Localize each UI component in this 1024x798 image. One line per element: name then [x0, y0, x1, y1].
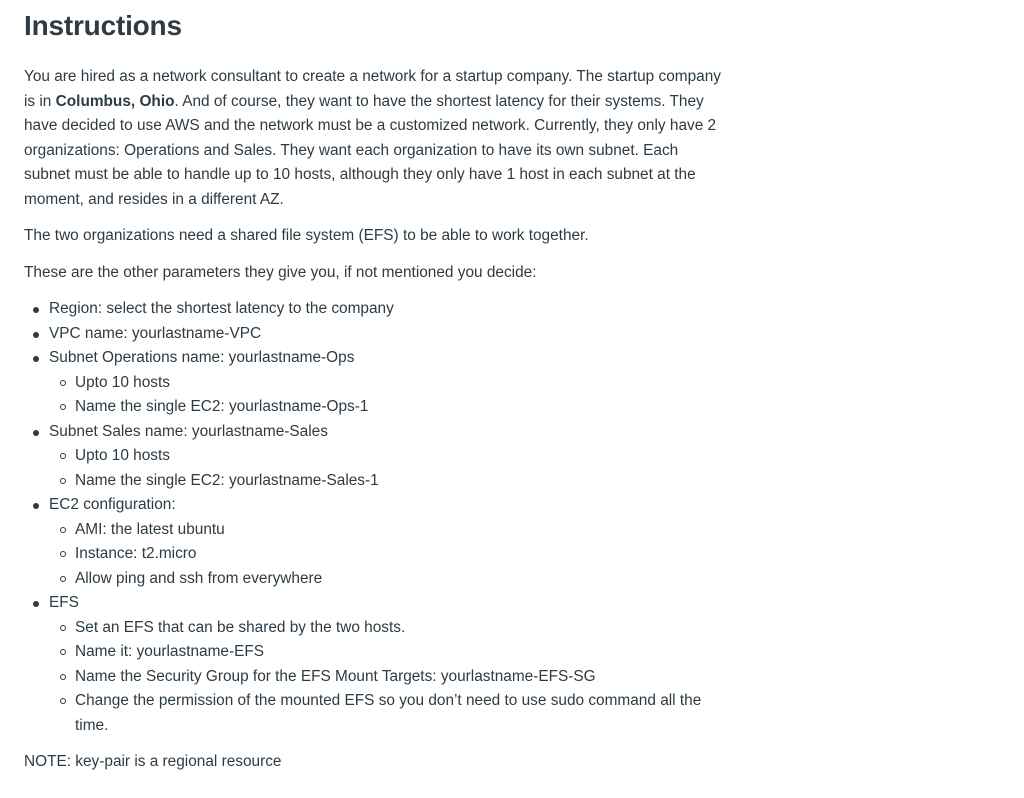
list-item-ec2-config	[49, 493, 724, 591]
circle-bullet-icon	[60, 453, 66, 459]
ops-subnet-text: Subnet Operations name: yourlastname-Ops	[49, 349, 355, 366]
sub-item-text: Upto 10 hosts	[75, 447, 170, 464]
circle-bullet-icon	[60, 674, 66, 680]
circle-bullet-icon	[60, 478, 66, 484]
bullet-icon	[33, 332, 39, 338]
circle-bullet-icon	[60, 404, 66, 410]
ec2-sublist	[49, 518, 724, 592]
sub-list-item	[75, 640, 724, 665]
sub-item-text: Name the single EC2: yourlastname-Ops-1	[75, 398, 369, 415]
bullet-icon	[33, 356, 39, 362]
circle-bullet-icon	[60, 576, 66, 582]
circle-bullet-icon	[60, 380, 66, 386]
sub-list-item	[75, 542, 724, 567]
sub-item-text: Name it: yourlastname-EFS	[75, 643, 265, 660]
ops-sublist	[49, 371, 724, 420]
company-location: Columbus, Ohio	[55, 92, 175, 110]
sub-item-text: Change the permission of the mounted EFS so you don’t need to use sudo command all the time.	[75, 692, 702, 734]
bullet-icon	[33, 601, 39, 607]
ec2-config-text: EC2 configuration:	[49, 496, 176, 513]
vpc-text: VPC name: yourlastname-VPC	[49, 324, 262, 342]
sub-list-item	[75, 395, 724, 420]
sub-list-item	[75, 689, 724, 738]
list-item-region	[49, 297, 724, 322]
efs-text: EFS	[49, 594, 79, 611]
bullet-icon	[33, 503, 39, 509]
list-item-efs	[49, 591, 724, 738]
circle-bullet-icon	[60, 625, 66, 631]
sub-item-text: Upto 10 hosts	[75, 373, 170, 391]
sub-list-item	[75, 665, 724, 690]
circle-bullet-icon	[60, 551, 66, 557]
params-intro: These are the other parameters they give you, if not mentioned you decide:	[24, 263, 537, 281]
list-item-vpc	[49, 322, 724, 347]
sub-item-text: Instance: t2.micro	[75, 545, 197, 562]
sub-list-item	[75, 567, 724, 592]
bullet-icon	[33, 430, 39, 436]
efs-sublist	[49, 616, 724, 739]
list-item-sales-subnet	[49, 420, 724, 494]
page-title: Instructions	[24, 10, 182, 41]
sub-list-item	[75, 371, 724, 396]
efs-paragraph: The two organizations need a shared file system (EFS) to be able to work together.	[24, 227, 589, 244]
sub-item-text: Allow ping and ssh from everywhere	[75, 569, 323, 587]
bullet-icon	[33, 307, 39, 313]
intro-paragraph	[24, 65, 724, 212]
sub-item-text: Name the Security Group for the EFS Mount Targets: yourlastname-EFS-SG	[75, 667, 596, 685]
circle-bullet-icon	[60, 698, 66, 704]
intro-text-2: . And of course, they want to have the shortest latency for their systems. They have decided to use AWS and the network must be a customized network. Currently, they only have 2 organizations: Operations and Sales. They want each organization to have its own subnet. Each subnet must be able to handle up to 10 hosts, although they only have 1 host in each subnet at the moment, and resides in a different AZ.	[24, 92, 717, 208]
sub-list-item	[75, 616, 724, 641]
note-text: NOTE: key-pair is a regional resource	[24, 753, 282, 770]
sub-item-text: AMI: the latest ubuntu	[75, 520, 225, 538]
region-text: Region: select the shortest latency to the company	[49, 300, 394, 317]
circle-bullet-icon	[60, 649, 66, 655]
list-item-ops-subnet	[49, 346, 724, 420]
sales-sublist	[49, 444, 724, 493]
sub-list-item	[75, 518, 724, 543]
sub-item-text: Set an EFS that can be shared by the two hosts.	[75, 618, 406, 636]
sales-subnet-text: Subnet Sales name: yourlastname-Sales	[49, 422, 328, 440]
intro-text-1: You are hired as a network consultant to create a network for a startup company. The startup company is in	[24, 68, 721, 110]
sub-list-item	[75, 469, 724, 494]
parameters-list	[24, 297, 724, 738]
sub-list-item	[75, 444, 724, 469]
circle-bullet-icon	[60, 527, 66, 533]
sub-item-text: Name the single EC2: yourlastname-Sales-1	[75, 471, 379, 489]
